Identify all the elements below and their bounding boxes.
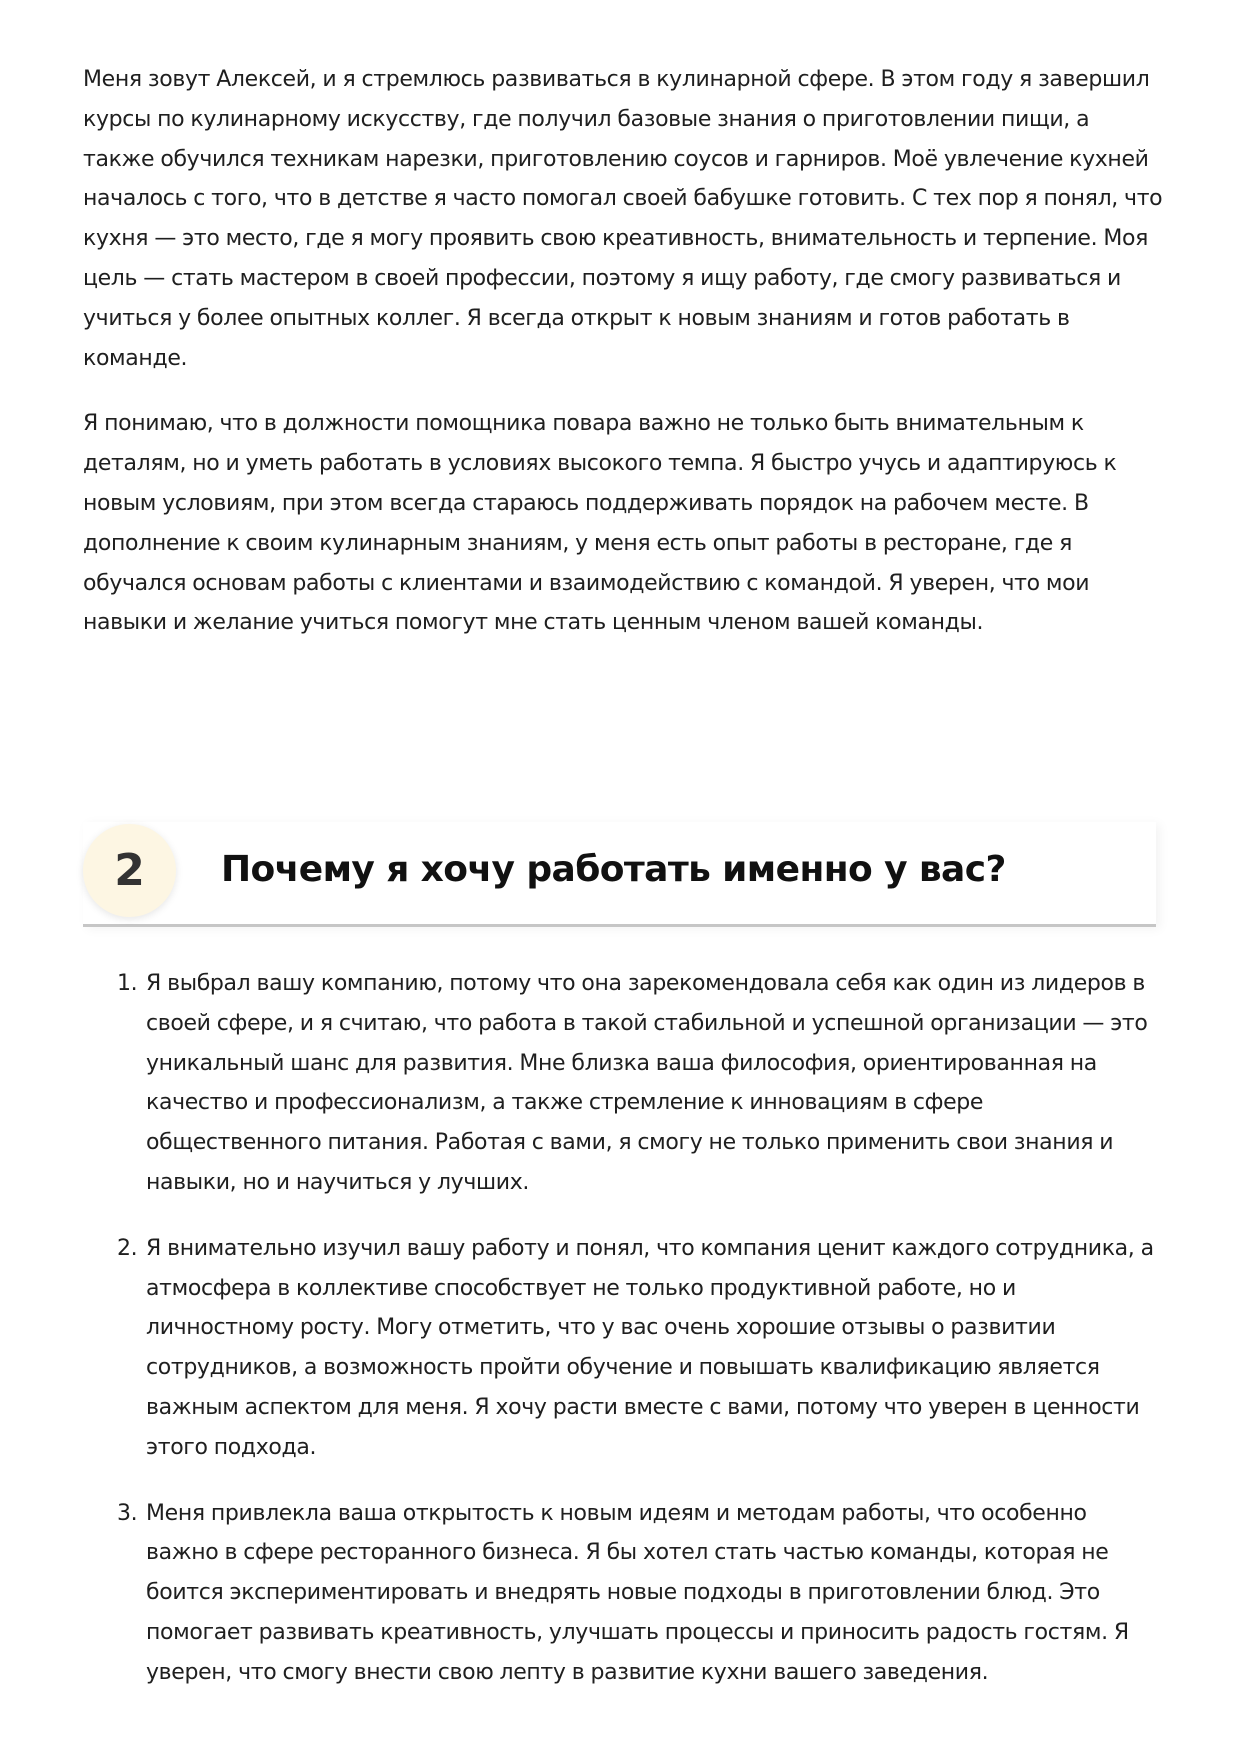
intro-section xyxy=(83,60,1163,669)
list-item-marker: 1. xyxy=(117,971,138,996)
section-number-badge: 2 xyxy=(83,824,176,917)
reasons-list xyxy=(83,964,1163,1719)
list-item xyxy=(83,964,1163,1203)
list-item-text: Я внимательно изучил вашу работу и понял, что компания ценит каждого сотрудника, а атмосфера в коллективе способствует не только продуктивной работе, но и личностному росту. Могу отметить, что у вас очень хорошие отзывы о развитии сотрудников, а возможность пройти обучение и повышать квалификацию является важным аспектом для меня. Я хочу расти вместе с вами, потому что уверен в ценности этого подхода. xyxy=(146,1235,1154,1460)
list-item-marker: 3. xyxy=(117,1500,138,1526)
list-item-marker: 2. xyxy=(117,1235,138,1261)
intro-paragraph-2: Я понимаю, что в должности помощника повара важно не только быть внимательным к деталям, но и уметь работать в условиях высокого темпа. Я быстро учусь и адаптируюсь к новым условиям, при этом всегда стараюсь поддерживать порядок на рабочем месте. В дополнение к своим кулинарным знаниям, у меня есть опыт работы в ресторане, где я обучался основам работы с клиентами и взаимодействию с командой. Я уверен, что мои навыки и желание учиться помогут мне стать ценным членом вашей команды. xyxy=(83,411,1117,636)
section-header xyxy=(83,822,1156,927)
list-item-text: Меня привлекла ваша открытость к новым идеям и методам работы, что особенно важно в сфере ресторанного бизнеса. Я бы хотел стать частью команды, которая не боится экспериментировать и внедрять новые подходы в приготовлении блюд. Это помогает развивать креативность, улучшать процессы и приносить радость гостям. Я уверен, что смогу внести свою лепту в развитие кухни вашего заведения. xyxy=(146,1500,1129,1685)
section-title: Почему я хочу работать именно у вас? xyxy=(221,849,1006,890)
intro-paragraph-1: Меня зовут Алексей, и я стремлюсь развиваться в кулинарной сфере. В этом году я завершил курсы по кулинарному искусству, где получил базовые знания о приготовлении пищи, а также обучился техникам нарезки, приготовлению соусов и гарниров. Моё увлечение кухней началось с того, что в детстве я часто помогал своей бабушке готовить. С тех пор я понял, что кухня — это место, где я могу проявить свою креативность, внимательность и терпение. Моя цель — стать мастером в своей профессии, поэтому я ищу работу, где смогу развиваться и учиться у более опытных коллег. Я всегда открыт к новым знаниям и готов работать в команде. xyxy=(83,67,1163,371)
list-item xyxy=(83,1494,1163,1693)
list-item-text: Я выбрал вашу компанию, потому что она зарекомендовала себя как один из лидеров в своей сфере, и я считаю, что работа в такой стабильной и успешной организации — это уникальный шанс для развития. Мне близка ваша философия, ориентированная на качество и профессионализм, а также стремление к инновациям в сфере общественного питания. Работая с вами, я смогу не только применить свои знания и навыки, но и научиться у лучших. xyxy=(146,971,1148,1195)
list-item xyxy=(83,1229,1163,1468)
